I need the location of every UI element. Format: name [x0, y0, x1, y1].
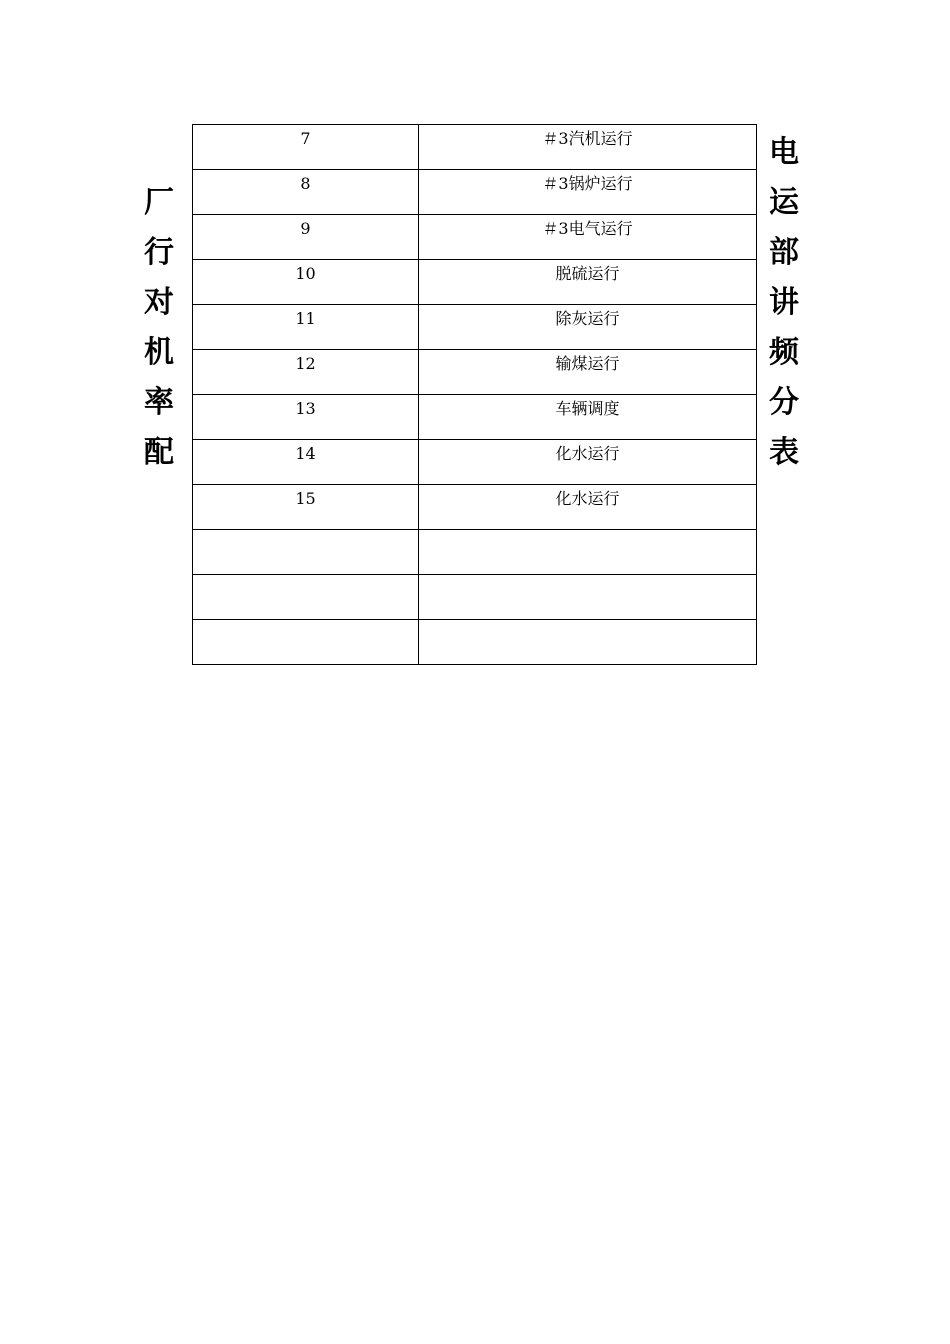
row-number-cell [193, 530, 419, 575]
unit-name: 化水运行 [555, 444, 620, 463]
left-title-char: 对 [144, 285, 174, 320]
unit-name [419, 530, 756, 536]
unit-name-cell [419, 530, 757, 575]
left-title-char: 配 [144, 435, 174, 470]
row-number-cell [193, 350, 419, 395]
unit-name-cell [419, 485, 757, 530]
roster-table [192, 124, 757, 665]
unit-name-cell [419, 125, 757, 170]
unit-name-cell [419, 260, 757, 305]
row-number: 13 [295, 399, 316, 418]
unit-name-cell [419, 170, 757, 215]
row-number: 7 [300, 129, 311, 148]
unit-name-cell [419, 440, 757, 485]
right-title-char: 分 [769, 385, 799, 420]
right-title-char: 电 [769, 135, 799, 170]
row-number-cell [193, 620, 419, 665]
row-number-cell [193, 215, 419, 260]
left-vertical-title [139, 178, 179, 478]
unit-name-cell [419, 350, 757, 395]
row-number: 8 [300, 174, 311, 193]
row-number-cell [193, 125, 419, 170]
table-row [193, 575, 757, 620]
table-row [193, 260, 757, 305]
row-number-cell [193, 170, 419, 215]
right-title-char: 讲 [769, 285, 799, 320]
right-title-char: 部 [769, 235, 799, 270]
table-row [193, 395, 757, 440]
left-title-char: 机 [144, 335, 174, 370]
unit-name: ＃3汽机运行 [542, 129, 633, 148]
unit-name-cell [419, 395, 757, 440]
left-title-char: 厂 [144, 185, 174, 220]
unit-name: 车辆调度 [555, 399, 620, 418]
unit-name [419, 620, 756, 626]
unit-name-cell [419, 215, 757, 260]
unit-name [419, 575, 756, 581]
row-number-cell [193, 260, 419, 305]
table-row [193, 485, 757, 530]
unit-name: 化水运行 [555, 489, 620, 508]
unit-name-cell [419, 620, 757, 665]
left-title-char: 行 [144, 235, 174, 270]
left-title-char: 率 [144, 385, 174, 420]
row-number: 11 [295, 309, 316, 328]
right-title-char: 表 [769, 435, 799, 470]
row-number: 10 [295, 264, 316, 283]
unit-name: ＃3电气运行 [542, 219, 633, 238]
row-number [193, 530, 418, 536]
row-number: 12 [295, 354, 316, 373]
row-number: 15 [295, 489, 316, 508]
row-number-cell [193, 575, 419, 620]
unit-name: 除灰运行 [555, 309, 620, 328]
table-row [193, 530, 757, 575]
unit-name: 输煤运行 [555, 354, 620, 373]
table-row [193, 125, 757, 170]
row-number [193, 620, 418, 626]
right-title-char: 频 [769, 335, 799, 370]
right-title-char: 运 [769, 185, 799, 220]
unit-name: ＃3锅炉运行 [542, 174, 633, 193]
table-row [193, 440, 757, 485]
unit-name-cell [419, 575, 757, 620]
table-row [193, 170, 757, 215]
right-vertical-title [764, 128, 804, 478]
unit-name: 脱硫运行 [555, 264, 620, 283]
row-number-cell [193, 305, 419, 350]
row-number [193, 575, 418, 581]
table-row [193, 620, 757, 665]
row-number-cell [193, 485, 419, 530]
row-number-cell [193, 440, 419, 485]
table-row [193, 305, 757, 350]
table-row [193, 350, 757, 395]
table-row [193, 215, 757, 260]
row-number-cell [193, 395, 419, 440]
row-number: 14 [295, 444, 316, 463]
row-number: 9 [300, 219, 311, 238]
unit-name-cell [419, 305, 757, 350]
